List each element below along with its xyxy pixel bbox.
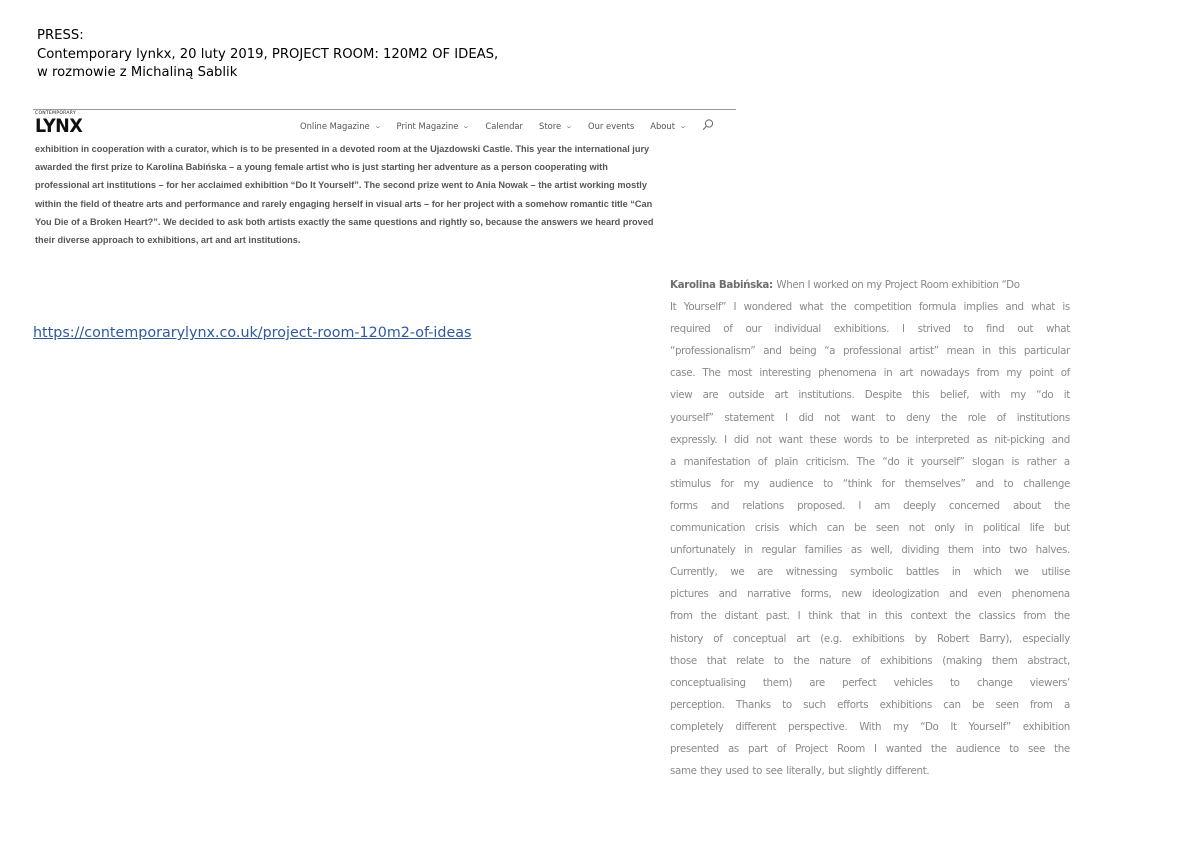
- quote-line: “professionalism” and being “a professional artist” mean in this particular: [670, 345, 1070, 358]
- nav-item-label: Store: [539, 121, 562, 131]
- quote-line: from the distant past. I think that in this context the classics from the: [670, 610, 1070, 623]
- press-label: PRESS:: [37, 28, 84, 43]
- nav-item[interactable]: [300, 121, 381, 131]
- nav-item[interactable]: [397, 121, 470, 131]
- search-icon[interactable]: [701, 118, 715, 132]
- quote-line: conceptualising them) are perfect vehicles to change viewers’: [670, 676, 1070, 689]
- quote-line: yourself” statement I did not want to deny the role of institutions: [670, 411, 1070, 424]
- intro-line: exhibition in cooperation with a curator, which is to be presented in a devoted room at the Ujazdowski Castle. This year the international jury: [35, 144, 650, 154]
- article-intro: [35, 140, 712, 249]
- intro-line: You Die of a Broken Heart?”. We decided to ask both artists exactly the same questions and rightly so, because the answers we heard proved: [35, 216, 654, 227]
- quote-line: pictures and narrative forms, new ideologization and even phenomena: [670, 588, 1070, 601]
- website-screenshot: [33, 109, 736, 249]
- quote-line: completely different perspective. With my “Do It Yourself” exhibition: [670, 720, 1070, 733]
- intro-line: their diverse approach to exhibitions, art and art institutions.: [35, 235, 301, 246]
- intro-line: professional art institutions – for her acclaimed exhibition “Do It Yourself”. The second prize went to Ania Nowak – the artist working mostly: [35, 180, 647, 191]
- quote-line: case. The most interesting phenomena in art nowadays from my point of: [670, 367, 1070, 380]
- quote-line: those that relate to the nature of exhibitions (making them abstract,: [670, 654, 1070, 667]
- quote-line: stimulus for my audience to “think for themselves” and to challenge: [670, 477, 1070, 490]
- nav-item-label: Our events: [588, 121, 635, 131]
- top-nav: [300, 119, 702, 133]
- article-link[interactable]: https://contemporarylynx.co.uk/project-room-120m2-of-ideas: [33, 325, 472, 341]
- quote-body: [670, 296, 1070, 782]
- nav-item[interactable]: [588, 121, 634, 131]
- logo-small-text: CONTEMPORARY: [35, 111, 76, 116]
- press-subtitle: w rozmowie z Michaliną Sablik: [37, 65, 238, 80]
- press-header: [37, 27, 498, 83]
- nav-item-label: Online Magazine: [300, 121, 370, 131]
- nav-item[interactable]: [650, 121, 686, 131]
- quote-line: history of conceptual art (e.g. exhibitions by Robert Barry), especially: [670, 632, 1070, 645]
- speaker-name: Karolina Babińska:: [670, 279, 773, 291]
- chevron-down-icon: ⌄: [565, 122, 573, 130]
- logo-big-text: LYNX: [35, 115, 83, 137]
- quote-line: view are outside art institutions. Despite this belief, with my “do it: [670, 389, 1070, 402]
- nav-item-label: Calendar: [485, 121, 524, 131]
- nav-item-label: Print Magazine: [396, 121, 459, 131]
- intro-line: awarded the first prize to Karolina Babińska – a young female artist who is just starting her adventure as a person cooperating with: [35, 162, 608, 173]
- quote-line: same they used to see literally, but slightly different.: [670, 765, 930, 778]
- quote-first-line: When I worked on my Project Room exhibition “Do: [776, 279, 1020, 291]
- intro-line: within the field of theatre arts and performance and rarely engaging herself in visual arts – for her project with a somehow romantic title “Can: [35, 198, 653, 209]
- quote-line: communication crisis which can be seen not only in political life but: [670, 522, 1070, 535]
- nav-item[interactable]: [539, 121, 572, 131]
- chevron-down-icon: ⌄: [373, 122, 382, 130]
- press-title: Contemporary lynkx, 20 luty 2019, PROJECT ROOM: 120M2 OF IDEAS,: [37, 46, 499, 62]
- quote-line: perception. Thanks to such efforts exhibitions can be seen from a: [670, 698, 1070, 711]
- lynx-logo[interactable]: [35, 111, 83, 139]
- interview-quote: [670, 274, 1070, 782]
- quote-line: Currently, we are witnessing symbolic battles in which we utilise: [670, 566, 1070, 579]
- nav-item-label: About: [650, 121, 676, 131]
- quote-line: required of our individual exhibitions. I strived to find out what: [670, 323, 1070, 336]
- quote-line: a manifestation of plain criticism. The “do it yourself” slogan is rather a: [670, 455, 1070, 468]
- nav-item[interactable]: [485, 121, 523, 131]
- chevron-down-icon: ⌄: [462, 122, 471, 130]
- chevron-down-icon: ⌄: [679, 122, 687, 130]
- quote-line: presented as part of Project Room I wanted the audience to see the: [670, 742, 1070, 755]
- quote-line: unfortunately in regular families as well, dividing them into two halves.: [670, 544, 1070, 557]
- quote-line: forms and relations proposed. I am deeply concerned about the: [670, 499, 1070, 512]
- quote-line: It Yourself” I wondered what the competition formula implies and what is: [670, 301, 1070, 314]
- divider: [33, 109, 736, 110]
- quote-line: expressly. I did not want these words to be interpreted as nit-picking and: [670, 433, 1070, 446]
- quote-line: [670, 274, 1070, 296]
